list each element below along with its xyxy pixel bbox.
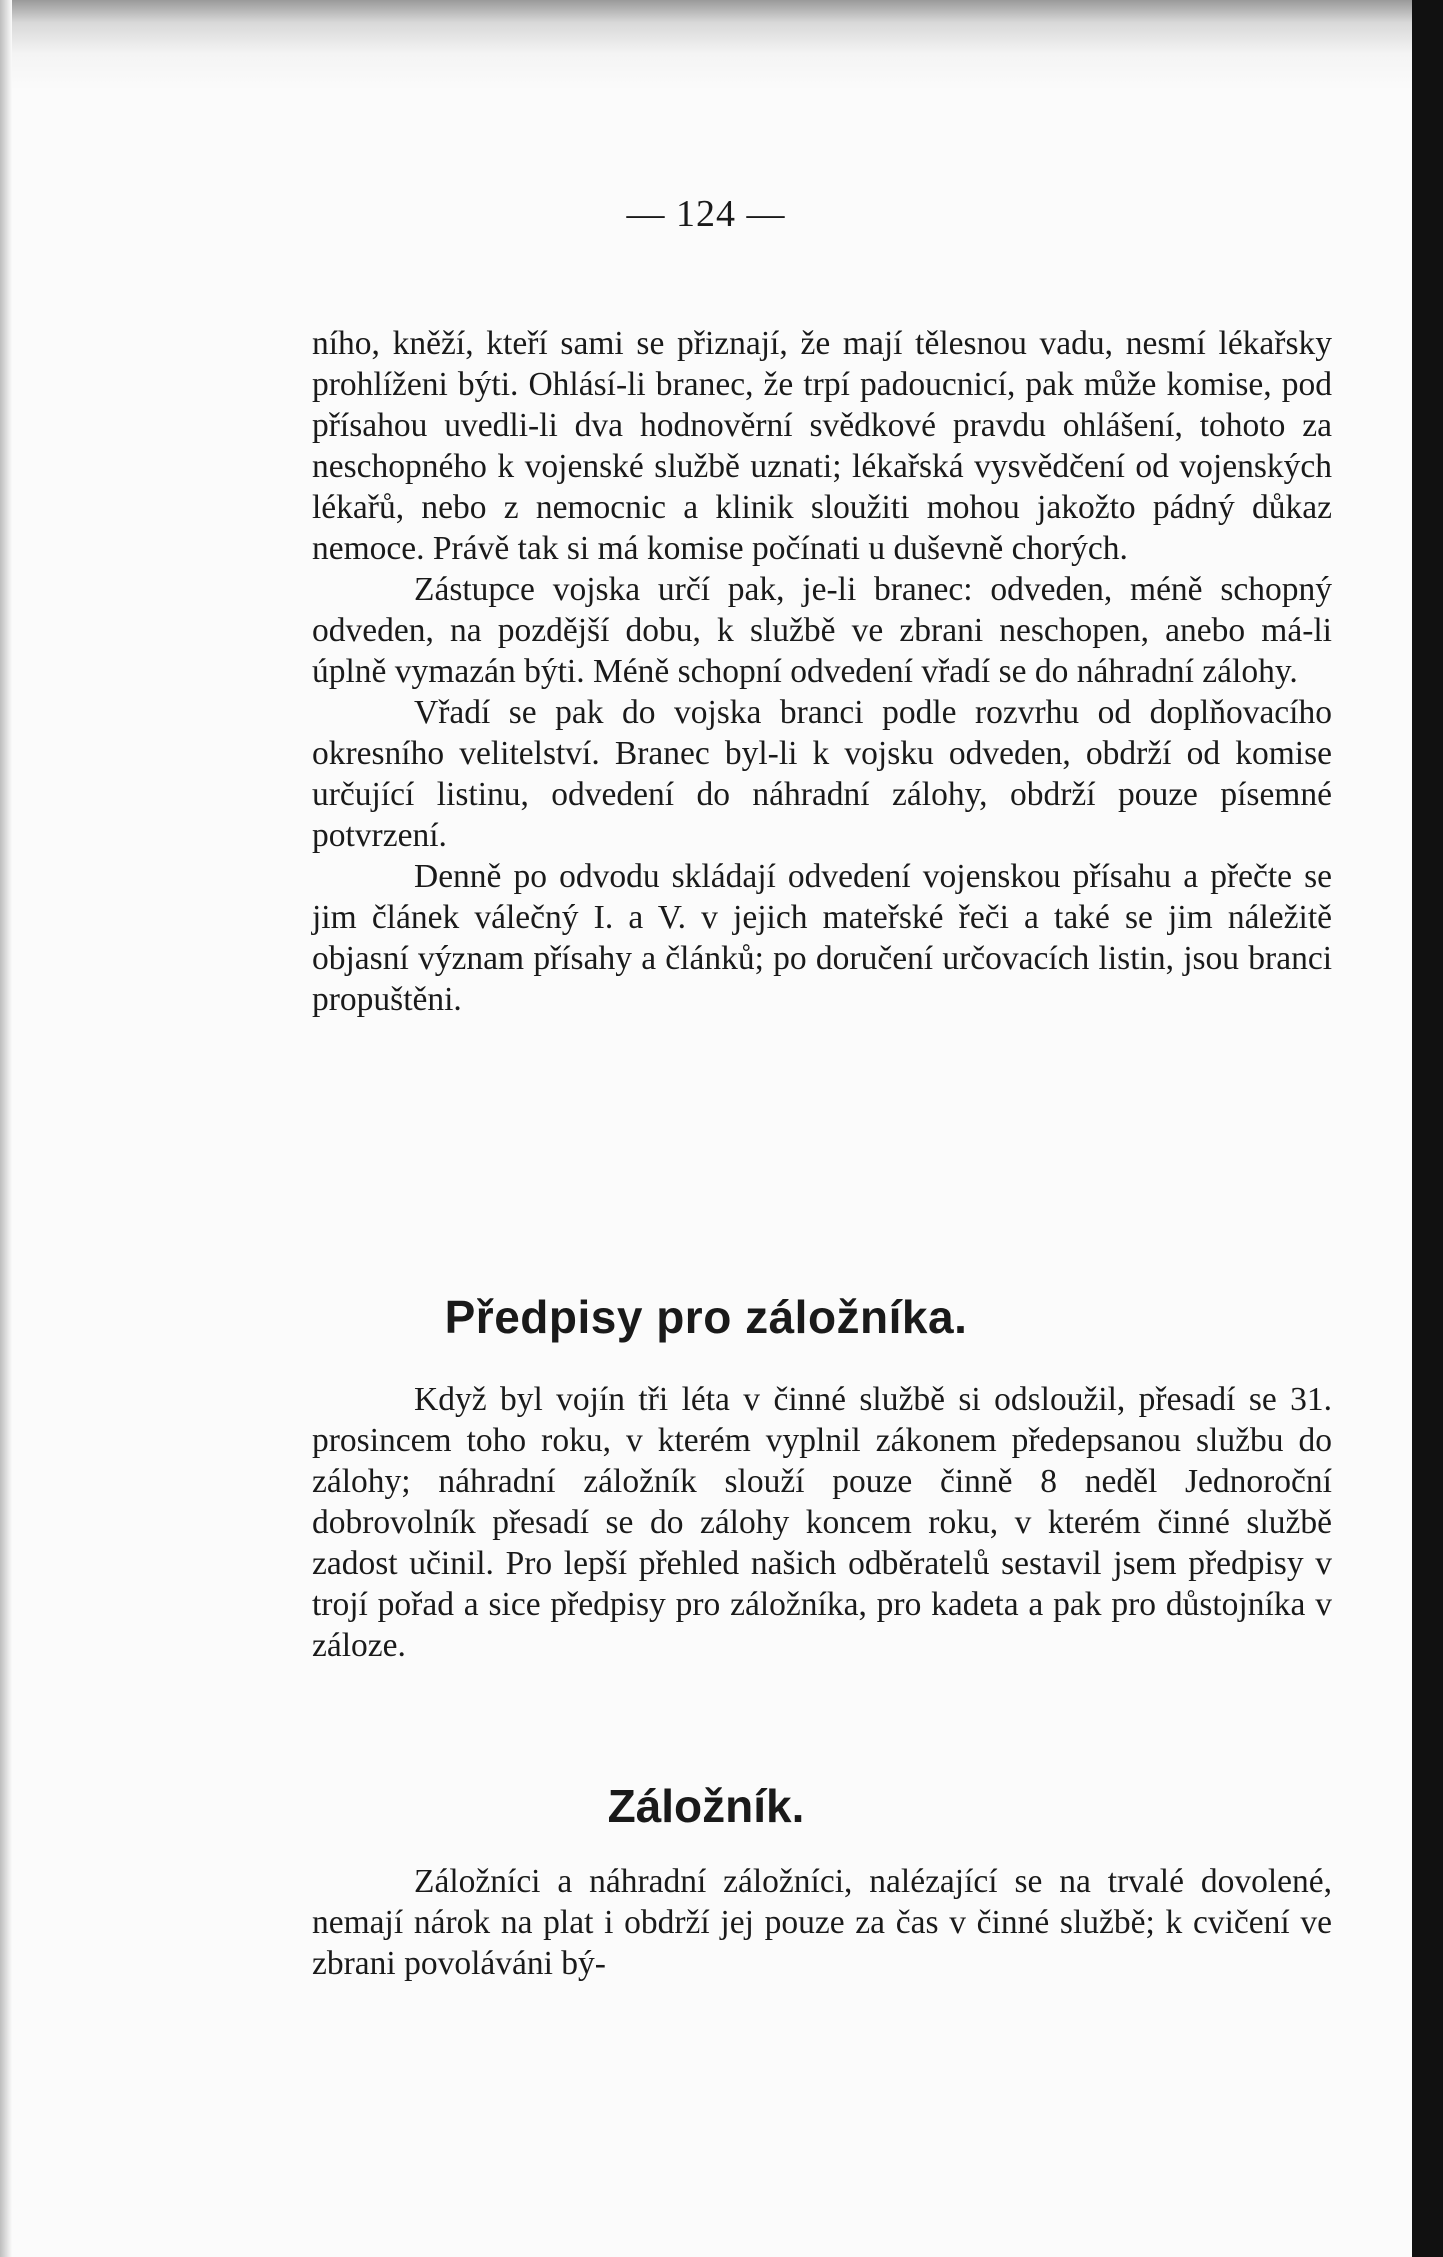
paragraph: Vřadí se pak do vojska branci podle rozvrhu od doplňovacího okresního velitelství. Branec byl-li k vojsku odveden, obdrží od komise určující listinu, odvedení do náhradní zálohy, obdrží pouze písemné potvrzení. xyxy=(312,694,1332,854)
text-block-rules xyxy=(312,1379,1332,1666)
section-heading-reservist: Záložník. xyxy=(607,1780,805,1832)
page-top-shadow xyxy=(0,0,1412,90)
text-block-opening xyxy=(312,323,1332,1020)
paragraph: ního, kněží, kteří sami se přiznají, že mají tělesnou vadu, nesmí lékařsky prohlíženi býti. Ohlásí-li branec, že trpí padoucnicí, pak může komise, pod přísahou uvedli-li dva hodnověrní svědkové pravdu ohlášení, tohoto za neschopného k vojenské službě uznati; lékařská vysvědčení od vojenských lékařů, nebo z nemocnic a klinik sloužiti mohou jakožto pádný důkaz nemoce. Právě tak si má komise počínati u duševně chorých. xyxy=(312,325,1332,567)
section-heading-reservist-rules: Předpisy pro záložníka. xyxy=(444,1291,968,1343)
paragraph: Denně po odvodu skládají odvedení vojenskou přísahu a přečte se jim článek válečný I. a V. v jejich mateřské řeči a také se jim náležitě objasní význam přísahy a článků; po doručení určovacích listin, jsou branci propuštěni. xyxy=(312,858,1332,1018)
text-block-reservist xyxy=(312,1861,1332,1984)
page-number: — 124 — xyxy=(626,193,786,235)
paragraph: Když byl vojín tři léta v činné službě si odsloužil, přesadí se 31. prosincem toho roku, v kterém vyplnil zákonem předepsanou službu do zálohy; náhradní záložník slouží pouze činně 8 neděl Jednoroční dobrovolník přesadí se do zálohy koncem roku, v kterém činné službě zadost učinil. Pro lepší přehled našich odběratelů sestavil jsem předpisy v trojí pořad a sice předpisy pro záložníka, pro kadeta a pak pro důstojníka v záloze. xyxy=(312,1381,1332,1664)
page-left-shadow xyxy=(0,0,12,2257)
paragraph: Zástupce vojska určí pak, je-li branec: odveden, méně schopný odveden, na pozdější dobu, k službě ve zbrani neschopen, anebo má-li úplně vymazán býti. Méně schopní odvedení vřadí se do náhradní zálohy. xyxy=(312,571,1332,690)
page-right-border xyxy=(1412,0,1443,2257)
paragraph: Záložníci a náhradní záložníci, nalézající se na trvalé dovolené, nemají nárok na plat i obdrží jej pouze za čas v činné službě; k cvičení ve zbrani povoláváni bý- xyxy=(312,1863,1332,1982)
